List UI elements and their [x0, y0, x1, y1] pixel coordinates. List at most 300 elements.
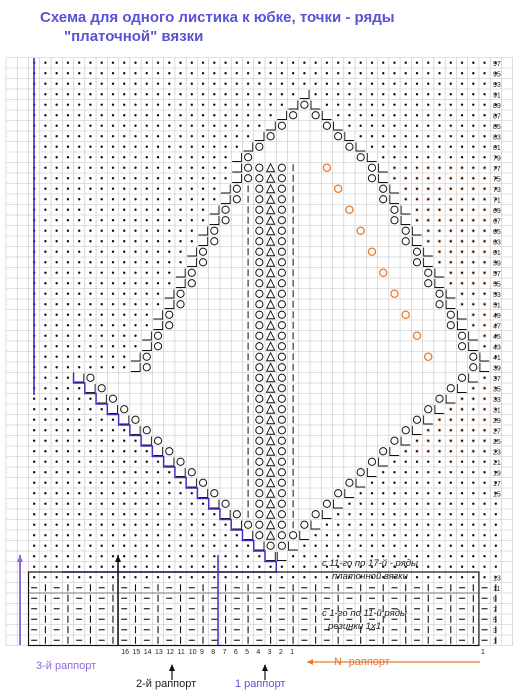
stitch-dot	[67, 282, 69, 284]
stitch-dot	[146, 534, 148, 536]
stitch-dot	[78, 471, 80, 473]
double-decrease-symbol	[267, 437, 275, 445]
stitch-dot	[483, 314, 485, 316]
stitch-dot	[112, 461, 114, 463]
stitch-dot	[89, 356, 91, 358]
double-decrease-symbol	[267, 479, 275, 487]
stitch-dot	[472, 534, 474, 536]
stitch-dot	[44, 461, 46, 463]
stitch-dot	[472, 314, 474, 316]
stitch-dot	[202, 513, 204, 515]
stitch-dot	[67, 471, 69, 473]
stitch-dot	[123, 62, 125, 64]
stitch-dot	[44, 104, 46, 106]
yarn-over-symbol	[244, 154, 251, 161]
stitch-dot	[146, 167, 148, 169]
stitch-dot	[382, 93, 384, 95]
decrease-symbol	[232, 521, 241, 530]
stitch-dot	[67, 62, 69, 64]
stitch-dot	[55, 324, 57, 326]
stitch-dot	[236, 114, 238, 116]
yarn-over-symbol	[278, 542, 285, 549]
decrease-symbol	[322, 111, 331, 120]
stitch-dot	[89, 324, 91, 326]
stitch-dot	[438, 471, 440, 473]
stitch-dot	[78, 503, 80, 505]
stitch-dot	[337, 513, 339, 515]
stitch-dot	[134, 72, 136, 74]
stitch-dot	[134, 251, 136, 253]
stitch-dot	[427, 209, 429, 211]
stitch-dot	[472, 440, 474, 442]
stitch-dot	[179, 576, 181, 578]
yarn-over-symbol	[278, 406, 285, 413]
stitch-dot	[213, 104, 215, 106]
stitch-dot	[450, 555, 452, 557]
stitch-dot	[55, 429, 57, 431]
stitch-dot	[191, 146, 193, 148]
stitch-dot	[472, 104, 474, 106]
stitch-dot	[78, 356, 80, 358]
stitch-dot	[89, 555, 91, 557]
stitch-dot	[483, 408, 485, 410]
stitch-dot	[33, 419, 35, 421]
stitch-dot	[44, 356, 46, 358]
stitch-dot	[112, 251, 114, 253]
stitch-dot	[157, 293, 159, 295]
stitch-dot	[461, 524, 463, 526]
stitch-dot	[461, 219, 463, 221]
stitch-dot	[247, 135, 249, 137]
stitch-dot	[405, 198, 407, 200]
stitch-dot	[483, 555, 485, 557]
stitch-dot	[483, 450, 485, 452]
stitch-dot	[89, 188, 91, 190]
double-decrease-symbol	[267, 206, 275, 214]
stitch-dot	[33, 503, 35, 505]
stitch-dot	[348, 104, 350, 106]
stitch-dot	[213, 72, 215, 74]
yarn-over-symbol	[177, 458, 184, 465]
stitch-dot	[450, 534, 452, 536]
stitch-dot	[33, 450, 35, 452]
yarn-over-symbol	[470, 353, 477, 360]
double-decrease-symbol	[267, 395, 275, 403]
stitch-dot	[450, 83, 452, 85]
stitch-dot	[33, 492, 35, 494]
stitch-dot	[146, 177, 148, 179]
stitch-dot	[179, 93, 181, 95]
stitch-dot	[472, 240, 474, 242]
orange-yarn-over-symbol	[346, 206, 353, 213]
stitch-dot	[101, 450, 103, 452]
stitch-dot	[123, 125, 125, 127]
stitch-dot	[202, 524, 204, 526]
decrease-symbol	[345, 489, 354, 498]
yarn-over-symbol	[278, 269, 285, 276]
stitch-dot	[168, 482, 170, 484]
stitch-dot	[416, 93, 418, 95]
stitch-dot	[371, 146, 373, 148]
stitch-dot	[67, 261, 69, 263]
stitch-dot	[123, 524, 125, 526]
stitch-dot	[236, 93, 238, 95]
stitch-dot	[179, 104, 181, 106]
stitch-dot	[483, 482, 485, 484]
stitch-dot	[55, 545, 57, 547]
stitch-dot	[55, 135, 57, 137]
row-number: 51	[493, 302, 501, 310]
decrease-symbol	[435, 279, 444, 288]
stitch-dot	[472, 272, 474, 274]
stitch-dot	[472, 492, 474, 494]
stitch-dot	[101, 324, 103, 326]
stitch-dot	[55, 398, 57, 400]
yarn-over-symbol	[278, 301, 285, 308]
stitch-dot	[405, 167, 407, 169]
row-number: 31	[493, 407, 501, 415]
yarn-over-symbol	[233, 185, 240, 192]
stitch-dot	[461, 72, 463, 74]
stitch-dot	[427, 566, 429, 568]
stitch-dot	[55, 492, 57, 494]
stitch-dot	[78, 272, 80, 274]
stitch-dot	[483, 534, 485, 536]
stitch-dot	[461, 293, 463, 295]
yarn-over-symbol	[233, 196, 240, 203]
yarn-over-symbol	[323, 500, 330, 507]
stitch-dot	[44, 513, 46, 515]
stitch-dot	[123, 188, 125, 190]
stitch-dot	[191, 167, 193, 169]
stitch-dot	[67, 293, 69, 295]
stitch-dot	[101, 303, 103, 305]
double-decrease-symbol	[267, 227, 275, 235]
stitch-dot	[269, 104, 271, 106]
stitch-dot	[134, 135, 136, 137]
stitch-dot	[247, 545, 249, 547]
arrow-left-icon	[307, 659, 313, 665]
yarn-over-symbol	[301, 101, 308, 108]
stitch-dot	[461, 240, 463, 242]
decrease-symbol	[480, 363, 489, 372]
stitch-dot	[483, 135, 485, 137]
stitch-dot	[67, 545, 69, 547]
label-rapport-1: 1 раппорт	[235, 678, 286, 690]
stitch-dot	[191, 240, 193, 242]
stitch-dot	[303, 555, 305, 557]
yarn-over-symbol	[368, 175, 375, 182]
yarn-over-symbol	[470, 364, 477, 371]
stitch-dot	[416, 198, 418, 200]
decrease-symbol	[255, 542, 264, 551]
double-decrease-symbol	[267, 500, 275, 508]
stitch-dot	[213, 114, 215, 116]
stitch-dot	[55, 335, 57, 337]
stitch-dot	[78, 566, 80, 568]
stitch-dot	[55, 387, 57, 389]
stitch-dot	[427, 503, 429, 505]
row-number: 3	[493, 627, 497, 635]
stitch-dot	[472, 282, 474, 284]
stitch-dot	[382, 114, 384, 116]
stitch-dot	[89, 576, 91, 578]
stitch-dot	[495, 566, 497, 568]
stitch-dot	[314, 566, 316, 568]
stitch-dot	[382, 125, 384, 127]
yarn-over-symbol	[143, 353, 150, 360]
stitch-dot	[258, 114, 260, 116]
stitch-dot	[134, 93, 136, 95]
stitch-dot	[281, 83, 283, 85]
decrease-symbol	[401, 437, 410, 446]
stitch-dot	[483, 440, 485, 442]
stitch-dot	[359, 513, 361, 515]
stitch-dot	[78, 251, 80, 253]
stitch-dot	[236, 83, 238, 85]
stitch-dot	[371, 72, 373, 74]
stitch-dot	[179, 125, 181, 127]
stitch-dot	[472, 188, 474, 190]
stitch-dot	[461, 419, 463, 421]
stitch-dot	[224, 534, 226, 536]
stitch-dot	[134, 492, 136, 494]
stitch-dot	[461, 62, 463, 64]
stitch-dot	[202, 114, 204, 116]
stitch-dot	[112, 429, 114, 431]
yarn-over-symbol	[278, 395, 285, 402]
stitch-dot	[191, 576, 193, 578]
stitch-dot	[67, 492, 69, 494]
stitch-dot	[202, 545, 204, 547]
yarn-over-symbol	[278, 227, 285, 234]
stitch-dot	[416, 125, 418, 127]
stitch-dot	[202, 198, 204, 200]
stitch-dot	[483, 566, 485, 568]
yarn-over-symbol	[391, 437, 398, 444]
stitch-dot	[55, 209, 57, 211]
stitch-dot	[427, 440, 429, 442]
stitch-dot	[382, 503, 384, 505]
stitch-dot	[55, 377, 57, 379]
stitch-dot	[146, 62, 148, 64]
stitch-dot	[416, 450, 418, 452]
stitch-dot	[416, 524, 418, 526]
decrease-symbol	[435, 269, 444, 278]
stitch-number: 4	[256, 649, 261, 656]
stitch-dot	[55, 366, 57, 368]
yarn-over-symbol	[278, 164, 285, 171]
stitch-dot	[224, 156, 226, 158]
stitch-dot	[236, 566, 238, 568]
stitch-dot	[438, 72, 440, 74]
stitch-dot	[438, 461, 440, 463]
row-number: 33	[493, 396, 501, 404]
stitch-dot	[55, 93, 57, 95]
stitch-dot	[224, 566, 226, 568]
stitch-dot	[123, 429, 125, 431]
stitch-dot	[55, 293, 57, 295]
row-number: 7	[493, 606, 497, 614]
stitch-dot	[337, 104, 339, 106]
stitch-dot	[202, 566, 204, 568]
stitch-dot	[393, 534, 395, 536]
stitch-dot	[157, 135, 159, 137]
stitch-dot	[472, 471, 474, 473]
stitch-dot	[134, 167, 136, 169]
stitch-dot	[472, 482, 474, 484]
stitch-dot	[483, 335, 485, 337]
decrease-symbol	[401, 216, 410, 225]
stitch-dot	[461, 492, 463, 494]
stitch-dot	[112, 440, 114, 442]
stitch-dot	[89, 209, 91, 211]
stitch-dot	[101, 62, 103, 64]
stitch-dot	[461, 251, 463, 253]
stitch-dot	[33, 482, 35, 484]
yarn-over-symbol	[278, 500, 285, 507]
stitch-dot	[461, 209, 463, 211]
yarn-over-symbol	[402, 427, 409, 434]
stitch-dot	[168, 125, 170, 127]
stitch-dot	[213, 62, 215, 64]
stitch-dot	[472, 198, 474, 200]
stitch-dot	[89, 492, 91, 494]
decrease-symbol	[300, 531, 309, 540]
decrease-symbol	[153, 321, 162, 330]
stitch-dot	[123, 93, 125, 95]
stitch-dot	[168, 524, 170, 526]
stitch-dot	[337, 62, 339, 64]
stitch-dot	[89, 135, 91, 137]
stitch-dot	[281, 62, 283, 64]
stitch-dot	[382, 534, 384, 536]
stitch-dot	[202, 146, 204, 148]
stitch-dot	[146, 450, 148, 452]
orange-yarn-over-symbol	[380, 269, 387, 276]
stitch-dot	[55, 461, 57, 463]
stitch-dot	[236, 545, 238, 547]
stitch-dot	[78, 240, 80, 242]
decrease-symbol	[187, 248, 196, 257]
stitch-dot	[495, 513, 497, 515]
stitch-dot	[461, 146, 463, 148]
stitch-dot	[112, 177, 114, 179]
stitch-dot	[213, 534, 215, 536]
stitch-dot	[393, 177, 395, 179]
double-decrease-symbol	[267, 458, 275, 466]
stitch-dot	[405, 156, 407, 158]
stitch-dot	[438, 555, 440, 557]
stitch-dot	[168, 503, 170, 505]
yarn-over-symbol	[256, 343, 263, 350]
stitch-dot	[191, 492, 193, 494]
stitch-dot	[483, 524, 485, 526]
stitch-dot	[101, 135, 103, 137]
stitch-dot	[112, 503, 114, 505]
yarn-over-symbol	[278, 521, 285, 528]
stitch-dot	[483, 156, 485, 158]
stitch-dot	[44, 566, 46, 568]
stitch-number: 15	[132, 649, 141, 656]
yarn-over-symbol	[346, 143, 353, 150]
stitch-dot	[450, 545, 452, 547]
stitch-number: 7	[222, 649, 227, 656]
stitch-dot	[78, 429, 80, 431]
decrease-symbol	[412, 237, 421, 246]
stitch-dot	[146, 230, 148, 232]
double-decrease-symbol	[267, 311, 275, 319]
stitch-dot	[78, 219, 80, 221]
yarn-over-symbol	[278, 343, 285, 350]
stitch-dot	[123, 219, 125, 221]
stitch-dot	[405, 188, 407, 190]
stitch-dot	[55, 471, 57, 473]
stitch-dot	[55, 114, 57, 116]
stitch-dot	[438, 83, 440, 85]
stitch-dot	[89, 261, 91, 263]
stitch-dot	[427, 198, 429, 200]
decrease-symbol	[187, 479, 196, 488]
stitch-dot	[146, 83, 148, 85]
stitch-dot	[123, 303, 125, 305]
stitch-dot	[461, 125, 463, 127]
double-decrease-symbol	[267, 426, 275, 434]
stitch-dot	[101, 188, 103, 190]
yarn-over-symbol	[256, 521, 263, 528]
stitch-dot	[179, 135, 181, 137]
stitch-dot	[416, 461, 418, 463]
stitch-dot	[416, 188, 418, 190]
stitch-dot	[472, 146, 474, 148]
stitch-dot	[472, 503, 474, 505]
stitch-number: 8	[211, 649, 216, 656]
stitch-dot	[348, 72, 350, 74]
yarn-over-symbol	[380, 448, 387, 455]
stitch-dot	[247, 83, 249, 85]
stitch-dot	[483, 219, 485, 221]
stitch-dot	[134, 146, 136, 148]
stitch-dot	[67, 219, 69, 221]
stitch-dot	[44, 408, 46, 410]
stitch-dot	[123, 566, 125, 568]
yarn-over-symbol	[278, 374, 285, 381]
stitch-dot	[461, 167, 463, 169]
decrease-symbol	[243, 531, 252, 540]
stitch-dot	[292, 93, 294, 95]
stitch-dot	[450, 167, 452, 169]
stitch-dot	[438, 93, 440, 95]
yarn-over-symbol	[278, 332, 285, 339]
stitch-dot	[67, 303, 69, 305]
yarn-over-symbol	[267, 542, 274, 549]
decrease-symbol	[435, 405, 444, 414]
stitch-dot	[55, 534, 57, 536]
stitch-dot	[450, 513, 452, 515]
yarn-over-symbol	[256, 374, 263, 381]
stitch-dot	[44, 324, 46, 326]
yarn-over-symbol	[458, 332, 465, 339]
stitch-dot	[483, 429, 485, 431]
stitch-dot	[78, 335, 80, 337]
stitch-dot	[359, 524, 361, 526]
stitch-dot	[157, 209, 159, 211]
stitch-dot	[438, 177, 440, 179]
yarn-over-symbol	[256, 227, 263, 234]
row-number: 75	[493, 176, 501, 184]
yarn-over-symbol	[256, 290, 263, 297]
stitch-dot	[78, 324, 80, 326]
